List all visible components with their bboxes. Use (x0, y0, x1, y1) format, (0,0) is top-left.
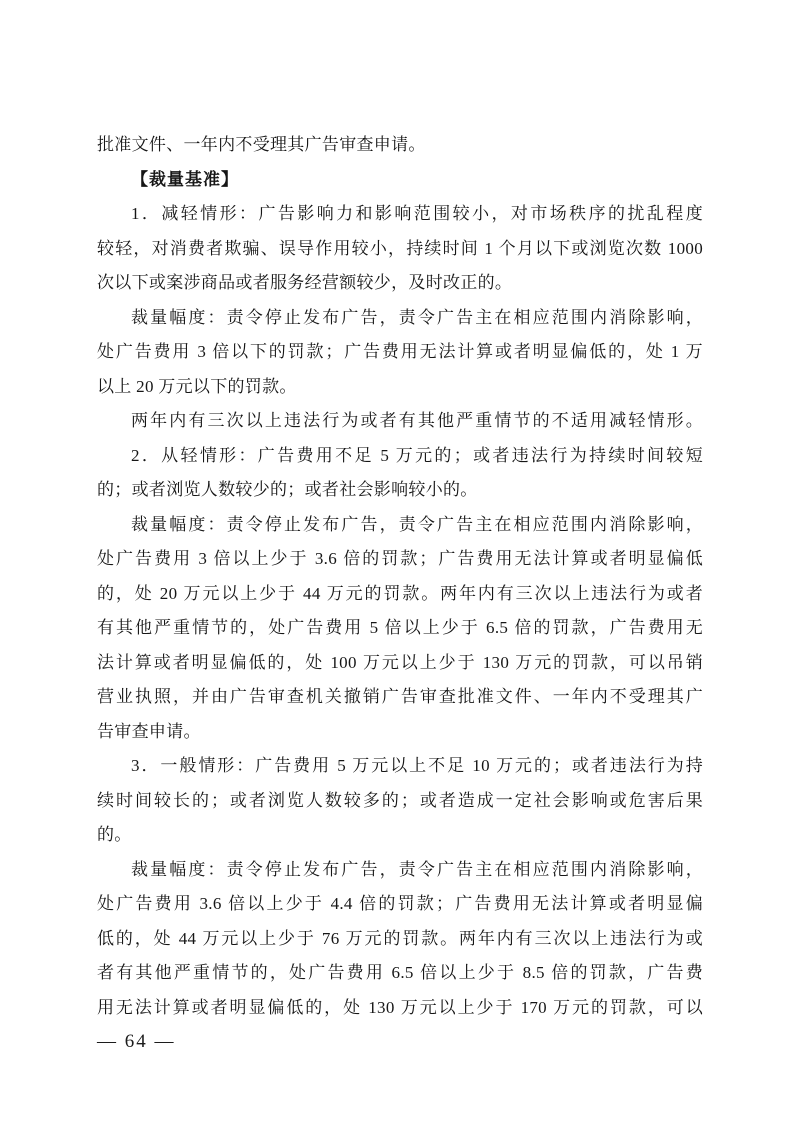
text-line: 次以下或案涉商品或者服务经营额较少，及时改正的。 (97, 273, 513, 292)
page-footer (97, 1029, 176, 1055)
text-line: 较轻，对消费者欺骗、误导作用较小，持续时间 1 个月以下或浏览次数 1000 (97, 238, 703, 258)
paragraph-continuation (97, 128, 703, 163)
paragraph-item-3-circumstance (97, 749, 703, 853)
text-line: 处广告费用 3 倍以上少于 3.6 倍的罚款；广告费用无法计算或者明显偏低 (97, 549, 703, 568)
text-line: 3．一般情形：广告费用 5 万元以上不足 10 万元的；或者违法行为持 (131, 756, 703, 775)
text-line: 营业执照，并由广告审查机关撤销广告审查批准文件、一年内不受理其广 (97, 687, 703, 706)
text-line: 批准文件、一年内不受理其广告审查申请。 (97, 135, 426, 154)
text-line: 的。 (97, 825, 132, 844)
paragraph-item-1-circumstance (97, 197, 703, 301)
text-line: 以上 20 万元以下的罚款。 (97, 376, 297, 396)
text-line: 低的，处 44 万元以上少于 76 万元的罚款。两年内有三次以上违法行为或 (97, 928, 703, 948)
text-line: 用无法计算或者明显偏低的，处 130 万元以上少于 170 万元的罚款，可以 (97, 997, 703, 1017)
text-line: 法计算或者明显偏低的，处 100 万元以上少于 130 万元的罚款，可以吊销 (97, 652, 703, 672)
text-line: 续时间较长的；或者浏览人数较多的；或者造成一定社会影响或危害后果 (97, 790, 703, 810)
paragraph-item-2-circumstance (97, 439, 703, 508)
text-line: 处广告费用 3.6 倍以上少于 4.4 倍的罚款；广告费用无法计算或者明显偏 (97, 894, 703, 913)
section-heading: 【裁量基准】 (131, 169, 239, 189)
text-line: 裁量幅度：责令停止发布广告，责令广告主在相应范围内消除影响， (131, 514, 703, 534)
text-line: 的；或者浏览人数较少的；或者社会影响较小的。 (97, 480, 478, 499)
text-line: 处广告费用 3 倍以下的罚款；广告费用无法计算或者明显偏低的，处 1 万 (97, 342, 703, 361)
text-line: 裁量幅度：责令停止发布广告，责令广告主在相应范围内消除影响， (131, 859, 703, 879)
paragraph-item-2-discretion-range (97, 508, 703, 750)
text-line: 者有其他严重情节的，处广告费用 6.5 倍以上少于 8.5 倍的罚款，广告费 (97, 963, 703, 982)
text-line: 1．减轻情形：广告影响力和影响范围较小，对市场秩序的扰乱程度 (131, 204, 703, 223)
text-line: 2．从轻情形：广告费用不足 5 万元的；或者违法行为持续时间较短 (131, 445, 703, 465)
text-line: 告审查申请。 (97, 721, 201, 741)
paragraph-item-3-discretion-range (97, 853, 703, 1026)
text-line: 有其他严重情节的，处广告费用 5 倍以上少于 6.5 倍的罚款，广告费用无 (97, 618, 703, 637)
page-number: — 64 — (97, 1031, 176, 1052)
paragraph-item-1-exclusion-note (97, 404, 703, 439)
document-body (97, 128, 703, 1025)
paragraph-item-1-discretion-range (97, 301, 703, 405)
text-line: 裁量幅度：责令停止发布广告，责令广告主在相应范围内消除影响， (131, 307, 703, 327)
section-heading-paragraph (97, 163, 703, 198)
text-line: 的，处 20 万元以上少于 44 万元的罚款。两年内有三次以上违法行为或者 (97, 583, 703, 603)
text-line: 两年内有三次以上违法行为或者有其他严重情节的不适用减轻情形。 (131, 411, 703, 430)
